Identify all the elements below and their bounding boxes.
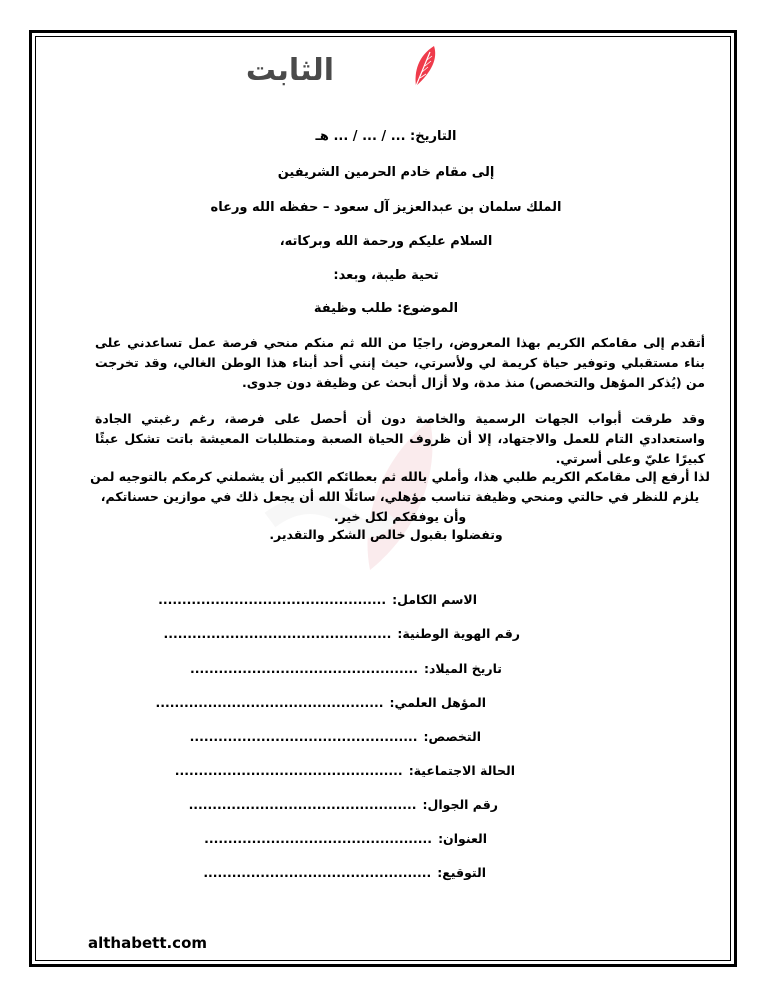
field-label: الحالة الاجتماعية: <box>408 763 515 778</box>
feather-icon <box>245 42 442 92</box>
field-national-id <box>163 626 520 641</box>
field-dots: ................................................ <box>204 831 433 846</box>
field-birth-date <box>190 661 502 676</box>
site-logo <box>245 42 442 92</box>
field-dots: ................................................ <box>155 695 384 710</box>
body-paragraph-1: أتقدم إلى مقامكم الكريم بهذا المعروض، راجيًا من الله ثم منكم منحي فرصة عمل تساعدني على بناء مستقبلي وتوفير حياة كريمة لي ولأسرتي، حيث إنني أحد أبناء هذا الوطن الغالي، وقد تخرجت من (يُذكر المؤهل والتخصص) منذ مدة، ولا أزال أبحث عن وظيفة دون جدوى. <box>95 335 705 390</box>
field-dots: ................................................ <box>163 626 392 641</box>
field-label: تاريخ الميلاد: <box>423 661 502 676</box>
field-label: التخصص: <box>423 729 481 744</box>
field-label: التوقيع: <box>437 865 486 880</box>
field-label: المؤهل العلمي: <box>389 695 486 710</box>
field-specialty <box>190 729 481 744</box>
field-marital-status <box>175 763 515 778</box>
field-address <box>204 831 487 846</box>
field-signature <box>203 865 486 880</box>
footer-website: althabett.com <box>88 934 208 952</box>
field-dots: ................................................ <box>203 865 432 880</box>
logo-text: الثابت <box>245 53 334 88</box>
field-qualification <box>156 695 486 710</box>
field-dots: ................................................ <box>190 661 418 676</box>
greeting-salam: السلام عليكم ورحمة الله وبركاته، <box>279 234 493 249</box>
field-label: رقم الهوية الوطنية: <box>397 626 520 641</box>
greeting-tahiya: تحية طيبة، وبعد: <box>333 268 439 283</box>
field-dots: ................................................ <box>189 729 418 744</box>
field-full-name <box>158 592 477 607</box>
field-mobile <box>189 797 498 812</box>
field-dots: ................................................ <box>158 592 387 607</box>
recipient-title: إلى مقام خادم الحرمين الشريفين <box>277 165 495 180</box>
recipient-name: الملك سلمان بن عبدالعزيز آل سعود – حفظه الله ورعاه <box>210 200 562 215</box>
body-paragraph-2: وقد طرقت أبواب الجهات الرسمية والخاصة دون أن أحصل على فرصة، رغم رغبتي الجادة واستعدادي التام للعمل والاجتهاد، إلا أن ظروف الحياة الصعبة ومتطلبات المعيشة باتت تشكل عبئًا كبيرًا عليّ وعلى أسرتي. <box>95 411 705 466</box>
field-label: العنوان: <box>438 831 487 846</box>
subject-line: الموضوع: طلب وظيفة <box>313 301 459 316</box>
field-dots: ................................................ <box>188 797 417 812</box>
body-paragraph-3: لذا أرفع إلى مقامكم الكريم طلبي هذا، وأملي بالله ثم بعطائكم الكبير أن يشملني كرمكم بالتوجيه لمن يلزم للنظر في حالتي ومنحي وظيفة تناسب مؤهلي، سائلًا الله أن يجعل ذلك في موازين حسناتكم، وأن يوفقكم لكل خير. <box>90 469 710 524</box>
field-label: رقم الجوال: <box>422 797 498 812</box>
field-label: الاسم الكامل: <box>392 592 477 607</box>
date-line: التاريخ: ... / ... / ... هـ <box>315 129 457 144</box>
closing-line: وتفضلوا بقبول خالص الشكر والتقدير. <box>269 527 503 542</box>
field-dots: ................................................ <box>174 763 403 778</box>
